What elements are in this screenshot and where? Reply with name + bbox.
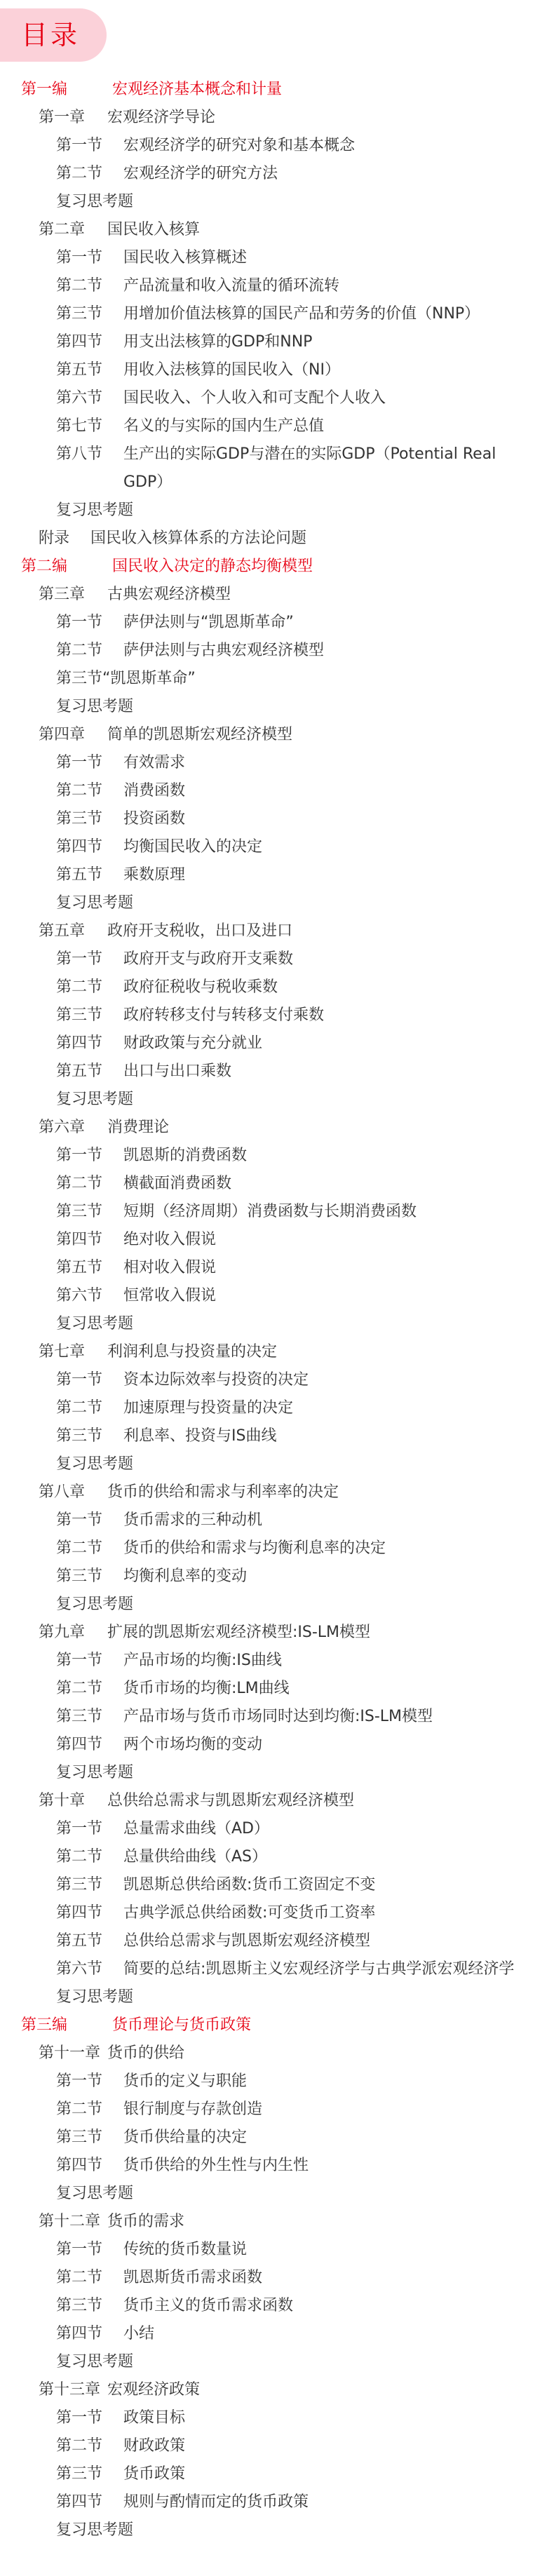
toc-review[interactable] — [0, 1591, 554, 1619]
toc-entry-title: 财政政策 — [123, 2437, 186, 2455]
toc-section[interactable] — [0, 1506, 554, 1535]
toc-entry-title: 简要的总结:凯恩斯主义宏观经济学与古典学派宏观经济学 — [123, 1960, 515, 1978]
toc-entry-number: 第三节 — [56, 1427, 103, 1445]
toc-entry-number: 第二章 — [39, 221, 86, 238]
toc-section[interactable] — [0, 440, 554, 497]
toc-section[interactable] — [0, 1815, 554, 1843]
toc-entry-number: 第二节 — [56, 2269, 103, 2286]
toc-section[interactable] — [0, 1170, 554, 1198]
toc-section[interactable] — [0, 2460, 554, 2488]
toc-section[interactable] — [0, 1563, 554, 1591]
toc-section[interactable] — [0, 1422, 554, 1450]
toc-entry-title: 凯恩斯总供给函数:货币工资固定不变 — [123, 1876, 376, 1894]
toc-section[interactable] — [0, 2264, 554, 2292]
toc-entry-title: 货币的供给和需求与利率率的决定 — [107, 1483, 339, 1501]
toc-entry-title: 货币理论与货币政策 — [112, 2016, 252, 2034]
toc-entry-title: 银行制度与存款创造 — [123, 2100, 263, 2118]
toc-chapter[interactable] — [0, 1787, 554, 1815]
toc-entry-number: 第十二章 — [39, 2213, 101, 2230]
toc-section[interactable] — [0, 1899, 554, 1927]
toc-entry-number: 第三节 — [56, 810, 103, 828]
toc-entry-number: 第三节 — [56, 1708, 103, 1725]
toc-entry-number: 附录 — [39, 530, 70, 547]
toc-entry-number: 第六章 — [39, 1119, 86, 1136]
toc-section[interactable] — [0, 1002, 554, 1030]
toc-entry-title: 生产出的实际GDP与潜在的实际GDP（Potential Real GDP） — [123, 445, 496, 491]
toc-entry-title: 均衡国民收入的决定 — [123, 838, 263, 856]
toc-entry-title: 消费函数 — [123, 782, 186, 800]
toc-entry-number: 第五节 — [56, 866, 103, 884]
toc-section[interactable] — [0, 2292, 554, 2320]
toc-entry-number: 第一节 — [56, 2409, 103, 2427]
toc-entry-title: 政府开支税收，出口及进口 — [107, 922, 293, 940]
toc-entry-number: 第三节 — [56, 670, 103, 687]
toc-entry-number: 第一编 — [21, 81, 68, 98]
toc-entry-title: 国民收入决定的静态均衡模型 — [112, 558, 313, 575]
toc-entry-title: 货币的需求 — [107, 2213, 185, 2230]
toc-entry-number: 第四节 — [56, 2325, 103, 2342]
toc-entry-title: 产品流量和收入流量的循环流转 — [123, 277, 340, 295]
toc-section[interactable] — [0, 1647, 554, 1675]
toc-review[interactable] — [0, 2348, 554, 2376]
toc-entry-title: 宏观经济基本概念和计量 — [112, 81, 283, 98]
toc-section[interactable] — [0, 1394, 554, 1422]
toc-entry-title: 货币供给的外生性与内生性 — [123, 2157, 309, 2174]
toc-section[interactable] — [0, 272, 554, 300]
toc-entry-title: 宏观经济学的研究方法 — [123, 165, 278, 182]
toc-review[interactable] — [0, 1086, 554, 1114]
toc-section[interactable] — [0, 805, 554, 833]
toc-section[interactable] — [0, 356, 554, 384]
toc-section[interactable] — [0, 1955, 554, 1983]
toc-entry-number: 第一节 — [56, 614, 103, 631]
toc-entry-title: 复习思考题 — [56, 2185, 134, 2202]
toc-review[interactable] — [0, 188, 554, 216]
toc-section[interactable] — [0, 945, 554, 973]
toc-entry-title: 复习思考题 — [56, 698, 134, 715]
toc-section[interactable] — [0, 384, 554, 412]
toc-section[interactable] — [0, 1731, 554, 1759]
toc-section[interactable] — [0, 1871, 554, 1899]
toc-header-tab — [0, 8, 107, 62]
toc-entry-number: 第一章 — [39, 109, 86, 126]
toc-review[interactable] — [0, 2516, 554, 2544]
toc-entry-title: 货币的定义与职能 — [123, 2072, 248, 2090]
toc-entry-number: 第十章 — [39, 1792, 86, 1809]
toc-entry-number: 第八节 — [56, 445, 103, 463]
toc-entry-number: 第六节 — [56, 1960, 103, 1978]
toc-chapter[interactable] — [0, 216, 554, 244]
toc-entry-title: 政府开支与政府开支乘数 — [123, 950, 294, 968]
toc-section[interactable] — [0, 1535, 554, 1563]
toc-entry-title: 宏观经济政策 — [107, 2381, 201, 2399]
toc-section[interactable] — [0, 300, 554, 328]
toc-entry-number: 第十一章 — [39, 2044, 101, 2062]
toc-entry-number: 第四节 — [56, 333, 103, 351]
toc-entry-title: 利息率、投资与IS曲线 — [123, 1427, 277, 1445]
toc-entry-number: 第五节 — [56, 361, 103, 379]
toc-section[interactable] — [0, 2236, 554, 2264]
toc-entry-number: 第二节 — [56, 2100, 103, 2118]
toc-entry-number: 第三节 — [56, 305, 103, 323]
toc-entry-title: 国民收入、个人收入和可支配个人收入 — [123, 389, 386, 407]
toc-entry-title: 货币供给量的决定 — [123, 2129, 248, 2146]
toc-entry-title: 资本边际效率与投资的决定 — [123, 1371, 309, 1389]
toc-chapter[interactable] — [0, 917, 554, 945]
toc-entry-number: 第六节 — [56, 389, 103, 407]
toc-entry-number: 第四节 — [56, 1231, 103, 1248]
toc-entry-title: 用增加价值法核算的国民产品和劳务的价值（NNP） — [123, 305, 480, 323]
toc-entry-number: 第三节 — [56, 1006, 103, 1024]
toc-entry-number: 第四章 — [39, 726, 86, 743]
toc-section[interactable] — [0, 973, 554, 1002]
toc-review[interactable] — [0, 497, 554, 525]
toc-section[interactable] — [0, 637, 554, 665]
toc-entry-title: 复习思考题 — [56, 2353, 134, 2371]
toc-entry-title: 小结 — [123, 2325, 155, 2342]
toc-entry-number: 第八章 — [39, 1483, 86, 1501]
toc-section[interactable] — [0, 777, 554, 805]
toc-entry-number: 第四节 — [56, 2157, 103, 2174]
toc-entry-title: 总量需求曲线（AD） — [123, 1820, 269, 1837]
toc-entry-title: 货币的供给和需求与均衡利息率的决定 — [123, 1539, 386, 1557]
toc-section[interactable] — [0, 2152, 554, 2180]
toc-review[interactable] — [0, 1983, 554, 2011]
toc-entry-number: 第三节 — [56, 2297, 103, 2314]
toc-entry-number: 第一节 — [56, 2241, 103, 2258]
toc-entry-number: 第三节 — [56, 2129, 103, 2146]
toc-entry-number: 第五节 — [56, 1259, 103, 1276]
toc-entry-number: 第二节 — [56, 165, 103, 182]
toc-entry-number: 第七章 — [39, 1343, 86, 1361]
toc-section[interactable] — [0, 749, 554, 777]
toc-entry-number: 第一节 — [56, 2072, 103, 2090]
toc-entry-number: 第二节 — [56, 978, 103, 996]
toc-entry-title: 传统的货币数量说 — [123, 2241, 248, 2258]
toc-chapter[interactable] — [0, 2376, 554, 2404]
toc-entry-number: 第三编 — [21, 2016, 68, 2034]
toc-entry-title: 财政政策与充分就业 — [123, 1034, 263, 1052]
toc-entry-number: 第二节 — [56, 277, 103, 295]
toc-section[interactable] — [0, 833, 554, 861]
toc-entry-title: 复习思考题 — [56, 1315, 134, 1333]
toc-chapter[interactable] — [0, 1114, 554, 1142]
toc-entry-title: 复习思考题 — [56, 1455, 134, 1473]
toc-entry-title: 相对收入假说 — [123, 1259, 217, 1276]
toc-entry-title: 出口与出口乘数 — [123, 1063, 232, 1080]
toc-entry-title: 恒常收入假说 — [123, 1287, 217, 1304]
toc-section[interactable] — [0, 2488, 554, 2516]
toc-review[interactable] — [0, 889, 554, 917]
toc-entry-number: 第二节 — [56, 1848, 103, 1866]
toc-entry-title: 复习思考题 — [56, 1091, 134, 1108]
toc-section[interactable] — [0, 665, 554, 693]
toc-section[interactable] — [0, 2432, 554, 2460]
toc-section[interactable] — [0, 412, 554, 440]
toc-entry-title: 规则与酌情而定的货币政策 — [123, 2493, 309, 2511]
toc-entry-number: 第七节 — [56, 417, 103, 435]
toc-section[interactable] — [0, 1366, 554, 1394]
toc-entry-number: 第十三章 — [39, 2381, 101, 2399]
toc-entry-number: 第五节 — [56, 1063, 103, 1080]
toc-chapter[interactable] — [0, 581, 554, 609]
toc-entry-title: 宏观经济学的研究对象和基本概念 — [123, 137, 356, 154]
toc-entry-title: 产品市场与货币市场同时达到均衡:IS-LM模型 — [123, 1708, 433, 1725]
toc-section[interactable] — [0, 244, 554, 272]
toc-section[interactable] — [0, 2320, 554, 2348]
toc-entry-title: 萨伊法则与“凯恩斯革命” — [123, 614, 294, 631]
toc-entry-number: 第二节 — [56, 1539, 103, 1557]
toc-section[interactable] — [0, 861, 554, 889]
toc-entry-number: 第三章 — [39, 586, 86, 603]
toc-entry-title: 复习思考题 — [56, 894, 134, 912]
toc-review[interactable] — [0, 1310, 554, 1338]
toc-entry-number: 第五节 — [56, 1932, 103, 1950]
toc-entry-title: 萨伊法则与古典宏观经济模型 — [123, 642, 325, 659]
page-title: 目录 — [21, 20, 81, 50]
toc-entry-title: 货币市场的均衡:LM曲线 — [123, 1680, 290, 1697]
toc-chapter[interactable] — [0, 2208, 554, 2236]
toc-chapter[interactable] — [0, 1619, 554, 1647]
toc-entry-title: 复习思考题 — [56, 1596, 134, 1613]
toc-entry-number: 第三节 — [56, 2465, 103, 2483]
toc-section[interactable] — [0, 1030, 554, 1058]
toc-entry-title: 货币政策 — [123, 2465, 186, 2483]
toc-review[interactable] — [0, 1759, 554, 1787]
toc-entry-number: 第二节 — [56, 2437, 103, 2455]
toc-entry-title: 货币需求的三种动机 — [123, 1511, 263, 1529]
toc-entry-title: 国民收入核算 — [107, 221, 201, 238]
toc-section[interactable] — [0, 328, 554, 356]
toc-entry-title: 有效需求 — [123, 754, 186, 771]
toc-entry-title: 利润利息与投资量的决定 — [107, 1343, 278, 1361]
toc-entry-title: 乘数原理 — [123, 866, 186, 884]
toc-entry-title: 用收入法核算的国民收入（NI） — [123, 361, 340, 379]
toc-section[interactable] — [0, 1843, 554, 1871]
toc-entry-number: 第一节 — [56, 249, 103, 267]
toc-entry-title: 总供给总需求与凯恩斯宏观经济模型 — [123, 1932, 371, 1950]
toc-entry-number: 第九章 — [39, 1624, 86, 1641]
toc-entry-number: 第四节 — [56, 2493, 103, 2511]
toc-entry-number: 第二节 — [56, 1399, 103, 1417]
toc-section[interactable] — [0, 1058, 554, 1086]
toc-entry-title: 均衡利息率的变动 — [123, 1567, 248, 1585]
toc-section[interactable] — [0, 1927, 554, 1955]
toc-entry-title: 政策目标 — [123, 2409, 186, 2427]
toc-chapter[interactable] — [0, 104, 554, 132]
toc-section[interactable] — [0, 2404, 554, 2432]
toc-entry-title: 复习思考题 — [56, 2521, 134, 2539]
toc-chapter[interactable] — [0, 1478, 554, 1506]
toc-entry-number: 第二节 — [56, 642, 103, 659]
toc-entry-number: 第四节 — [56, 1034, 103, 1052]
toc-entry-title: 复习思考题 — [56, 501, 134, 519]
toc-entry-title: 复习思考题 — [56, 1988, 134, 2006]
toc-section[interactable] — [0, 1226, 554, 1254]
toc-entry-number: 第一节 — [56, 950, 103, 968]
table-of-contents — [0, 76, 554, 2544]
toc-review[interactable] — [0, 2180, 554, 2208]
toc-entry-title: 复习思考题 — [56, 1764, 134, 1781]
toc-entry-number: 第一节 — [56, 1652, 103, 1669]
toc-section[interactable] — [0, 1142, 554, 1170]
toc-chapter[interactable] — [0, 721, 554, 749]
toc-entry-title: 用支出法核算的GDP和NNP — [123, 333, 313, 351]
toc-entry-title: 古典宏观经济模型 — [107, 586, 231, 603]
toc-entry-title: 两个市场均衡的变动 — [123, 1736, 263, 1753]
toc-entry-title: 消费理论 — [107, 1119, 170, 1136]
toc-entry-title: 国民收入核算概述 — [123, 249, 248, 267]
toc-entry-title: 凯恩斯货币需求函数 — [123, 2269, 263, 2286]
toc-entry-title: 政府征税收与税收乘数 — [123, 978, 278, 996]
toc-entry-title: 货币的供给 — [107, 2044, 185, 2062]
toc-entry-number: 第四节 — [56, 838, 103, 856]
toc-section[interactable] — [0, 1254, 554, 1282]
toc-part[interactable] — [0, 2011, 554, 2039]
toc-section[interactable] — [0, 1675, 554, 1703]
toc-entry-number: 第一节 — [56, 1511, 103, 1529]
toc-entry-number: 第三节 — [56, 1876, 103, 1894]
toc-entry-number: 第二节 — [56, 1680, 103, 1697]
toc-chapter[interactable] — [0, 2039, 554, 2068]
toc-review[interactable] — [0, 693, 554, 721]
toc-entry-title: “凯恩斯革命” — [102, 670, 196, 687]
toc-entry-title: 投资函数 — [123, 810, 186, 828]
toc-entry-title: 国民收入核算体系的方法论问题 — [90, 530, 307, 547]
toc-entry-number: 第四节 — [56, 1736, 103, 1753]
toc-entry-number: 第一节 — [56, 137, 103, 154]
toc-entry-title: 古典学派总供给函数:可变货币工资率 — [123, 1904, 376, 1922]
toc-section[interactable] — [0, 1198, 554, 1226]
toc-entry-title: 总量供给曲线（AS） — [123, 1848, 268, 1866]
toc-section[interactable] — [0, 132, 554, 160]
toc-section[interactable] — [0, 160, 554, 188]
toc-entry-number: 第一节 — [56, 1147, 103, 1164]
toc-entry-number: 第三节 — [56, 1203, 103, 1220]
toc-entry-number: 第一节 — [56, 1371, 103, 1389]
toc-entry-title: 复习思考题 — [56, 193, 134, 210]
toc-entry-number: 第一节 — [56, 754, 103, 771]
toc-entry-title: 政府转移支付与转移支付乘数 — [123, 1006, 325, 1024]
toc-section[interactable] — [0, 1282, 554, 1310]
toc-entry-title: 横截面消费函数 — [123, 1175, 232, 1192]
toc-entry-title: 总供给总需求与凯恩斯宏观经济模型 — [107, 1792, 355, 1809]
toc-chapter[interactable] — [0, 1338, 554, 1366]
toc-entry-title: 加速原理与投资量的决定 — [123, 1399, 294, 1417]
toc-section[interactable] — [0, 2068, 554, 2096]
toc-entry-title: 简单的凯恩斯宏观经济模型 — [107, 726, 293, 743]
toc-section[interactable] — [0, 2124, 554, 2152]
toc-entry-number: 第二节 — [56, 782, 103, 800]
toc-entry-title: 绝对收入假说 — [123, 1231, 217, 1248]
toc-entry-title: 名义的与实际的国内生产总值 — [123, 417, 325, 435]
toc-entry-number: 第二编 — [21, 558, 68, 575]
toc-entry-title: 宏观经济学导论 — [107, 109, 216, 126]
toc-appendix[interactable] — [0, 525, 554, 553]
toc-entry-number: 第六节 — [56, 1287, 103, 1304]
toc-entry-title: 扩展的凯恩斯宏观经济模型:IS-LM模型 — [107, 1624, 371, 1641]
toc-section[interactable] — [0, 609, 554, 637]
toc-entry-number: 第一节 — [56, 1820, 103, 1837]
toc-section[interactable] — [0, 1703, 554, 1731]
toc-entry-title: 产品市场的均衡:IS曲线 — [123, 1652, 282, 1669]
toc-entry-title: 货币主义的货币需求函数 — [123, 2297, 294, 2314]
toc-part[interactable] — [0, 553, 554, 581]
toc-entry-title: 凯恩斯的消费函数 — [123, 1147, 248, 1164]
toc-entry-number: 第五章 — [39, 922, 86, 940]
toc-entry-number: 第四节 — [56, 1904, 103, 1922]
toc-part[interactable] — [0, 76, 554, 104]
toc-review[interactable] — [0, 1450, 554, 1478]
toc-entry-title: 短期（经济周期）消费函数与长期消费函数 — [123, 1203, 417, 1220]
toc-entry-number: 第二节 — [56, 1175, 103, 1192]
toc-entry-number: 第三节 — [56, 1567, 103, 1585]
toc-section[interactable] — [0, 2096, 554, 2124]
